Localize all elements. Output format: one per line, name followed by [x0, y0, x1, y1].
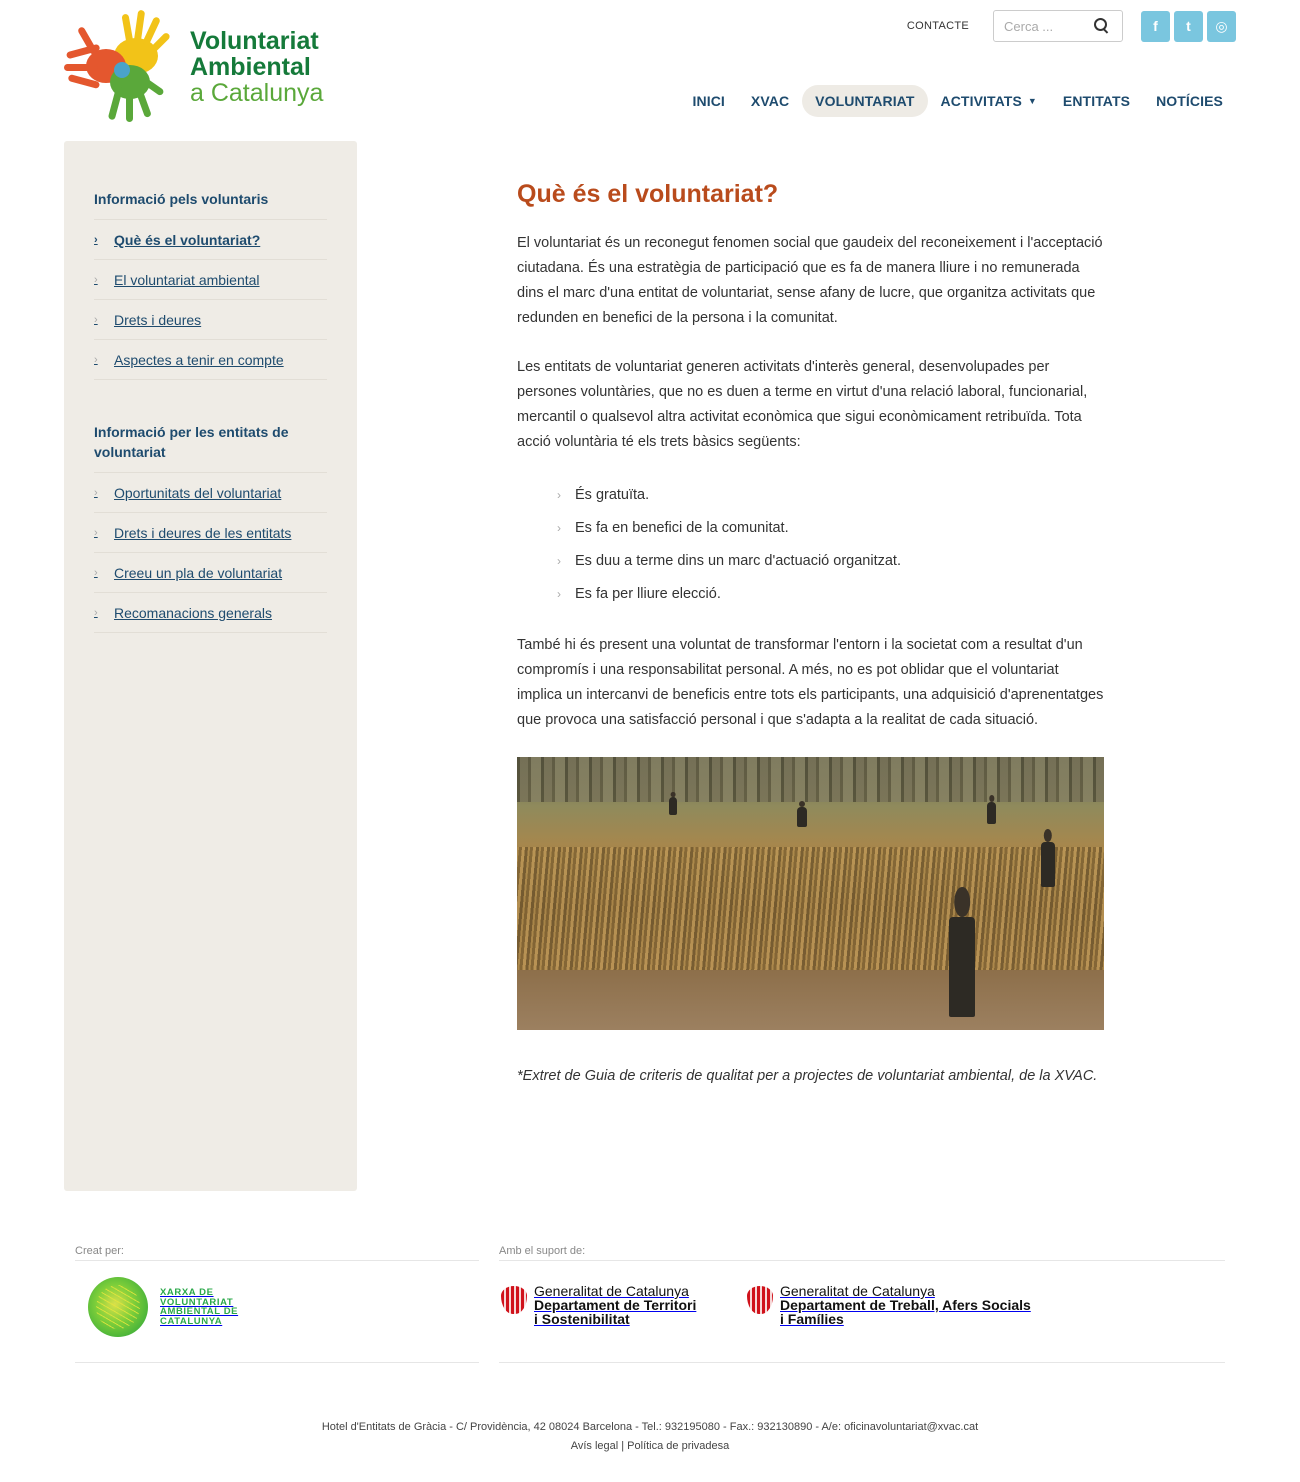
xarxa-line: CATALUNYA — [160, 1315, 223, 1327]
photo-person — [949, 917, 975, 1017]
list-item — [557, 545, 1107, 578]
nav-item-activitats[interactable] — [928, 85, 1050, 117]
legal-links[interactable]: Avís legal | Política de privadesa — [570, 1440, 730, 1452]
generalitat-flag-icon — [747, 1286, 773, 1314]
chevron-right-icon: › — [94, 606, 98, 619]
nav-item-inici[interactable] — [680, 85, 738, 117]
sidebar-item-label: El voluntariat ambiental — [114, 271, 260, 288]
divider — [75, 1260, 479, 1261]
traits-list — [557, 479, 1107, 611]
paragraph-3: També hi és present una voluntat de transformar l'entorn i la societat com a resultat d'un compromís i una responsabilitat personal. A més, no es pot oblidar que el voluntariat implica un intercanvi de beneficis entre tots els participants, una adquisició d'aprenentatges que provoca una satisfacció personal i que s'adapta a la realitat de cada situació. — [517, 637, 1104, 728]
list-item — [557, 578, 1107, 611]
list-item-text: Es duu a terme dins un marc d'actuació organitzat. — [575, 553, 901, 569]
sidebar-item-drets-entitats[interactable] — [94, 513, 327, 553]
nav-label: VOLUNTARIAT — [815, 93, 915, 109]
sidebar-item-pla-voluntariat[interactable] — [94, 553, 327, 593]
gen-line: i Sostenibilitat — [534, 1311, 630, 1327]
xarxa-logo[interactable] — [88, 1277, 238, 1337]
search-icon[interactable] — [1094, 18, 1110, 34]
xarxa-circle-icon — [88, 1277, 148, 1337]
nav-item-xvac[interactable] — [738, 85, 802, 117]
nav-item-voluntariat[interactable] — [802, 85, 927, 117]
search-input[interactable] — [1004, 19, 1094, 34]
sidebar-item-recomanacions[interactable] — [94, 593, 327, 633]
paragraph-1: El voluntariat és un reconegut fenomen social que gaudeix del reconeixement i l'acceptació ciutadana. És una estratègia de participació que es fa de manera lliure i no remunerada dins el marc d'una entitat de voluntariat, sense afany de lucre, que organitza activitats que redunden en benefici de la persona i la comunitat. — [517, 235, 1103, 326]
gen-line: Departament de Treball, Afers Socials — [780, 1297, 1031, 1313]
site-logo[interactable] — [64, 8, 344, 124]
twitter-icon[interactable]: t — [1174, 11, 1203, 42]
generalitat-territori-logo[interactable] — [501, 1284, 696, 1326]
footer-address — [0, 1418, 1300, 1456]
facebook-icon[interactable]: f — [1141, 11, 1170, 42]
chevron-right-icon: › — [94, 486, 98, 499]
sidebar-item-label: Recomanacions generals — [114, 604, 272, 621]
chevron-right-icon: › — [557, 587, 561, 601]
divider — [75, 1362, 479, 1363]
sidebar-item-oportunitats[interactable] — [94, 473, 327, 513]
sidebar-heading-volunteers: Informació pels voluntaris — [94, 181, 327, 220]
hands-logo-icon — [64, 8, 184, 124]
sidebar-item-label: Oportunitats del voluntariat — [114, 484, 282, 501]
nav-label: XVAC — [750, 93, 790, 109]
photo-person — [797, 807, 807, 827]
created-by-label: Creat per: — [75, 1245, 124, 1257]
sidebar-item-label: Drets i deures de les entitats — [114, 524, 292, 541]
nav-label: NOTÍCIES — [1156, 93, 1223, 109]
photo-treeline — [517, 757, 1104, 802]
photo-person — [669, 797, 677, 815]
nav-item-noticies[interactable] — [1143, 85, 1236, 117]
xarxa-line: AMBIENTAL DE — [160, 1306, 239, 1317]
volunteers-field-photo — [517, 757, 1104, 1030]
contact-link[interactable]: CONTACTE — [906, 20, 969, 32]
sidebar-item-label: Aspectes a tenir en compte — [114, 351, 284, 368]
chevron-right-icon: › — [94, 273, 98, 286]
list-item-text: És gratuïta. — [575, 487, 650, 503]
gen-line: Generalitat de Catalunya — [780, 1283, 935, 1299]
sidebar-item-drets-deures[interactable] — [94, 300, 327, 340]
chevron-right-icon: › — [94, 566, 98, 579]
search-box[interactable] — [993, 10, 1123, 42]
chevron-right-icon: › — [94, 526, 98, 539]
photo-grass — [517, 847, 1104, 977]
chevron-right-icon: › — [94, 313, 98, 326]
support-by-label: Amb el suport de: — [499, 1245, 586, 1257]
xarxa-line: XARXA DE — [160, 1287, 214, 1298]
logo-line-1: Voluntariat — [190, 27, 319, 55]
generalitat-treball-logo[interactable] — [747, 1284, 1031, 1326]
page-title: Què és el voluntariat? — [517, 180, 779, 208]
sidebar — [64, 141, 357, 1191]
chevron-right-icon: › — [557, 521, 561, 535]
photo-person — [1041, 842, 1055, 887]
sidebar-item-label: Drets i deures — [114, 311, 202, 328]
paragraph-2: Les entitats de voluntariat generen activitats d'interès general, desenvolupades per persones voluntàries, que no es duen a terme en virtut d'una relació laboral, funcionarial, mercantil o qualsevol altra activitat econòmica que sigui econòmicament retribuïda. Tota acció voluntària té els trets bàsics següents: — [517, 359, 1088, 450]
list-item — [557, 512, 1107, 545]
source-note: *Extret de Guia de criteris de qualitat per a projectes de voluntariat ambiental, de la XVAC. — [517, 1068, 1098, 1084]
nav-label: ACTIVITATS — [940, 93, 1022, 109]
main-content — [517, 180, 1107, 1113]
logo-line-3: a Catalunya — [190, 79, 324, 107]
photo-person — [987, 802, 996, 824]
chevron-right-icon: › — [94, 233, 98, 246]
utility-bar — [907, 10, 1236, 42]
divider — [499, 1362, 1225, 1363]
divider — [499, 1260, 1225, 1261]
chevron-right-icon: › — [557, 488, 561, 502]
logo-line-2: Ambiental — [190, 53, 311, 81]
xarxa-line: VOLUNTARIAT — [160, 1296, 234, 1308]
sidebar-item-aspectes[interactable] — [94, 340, 327, 380]
gen-line: i Famílies — [780, 1311, 844, 1327]
sidebar-item-label: Creeu un pla de voluntariat — [114, 564, 283, 581]
instagram-icon[interactable]: ◎ — [1207, 11, 1236, 42]
gen-line: Generalitat de Catalunya — [534, 1283, 689, 1299]
main-nav — [680, 85, 1237, 117]
sidebar-item-que-es[interactable] — [94, 220, 327, 260]
list-item-text: Es fa en benefici de la comunitat. — [575, 520, 789, 536]
generalitat-flag-icon — [501, 1286, 527, 1314]
list-item-text: Es fa per lliure elecció. — [575, 586, 721, 602]
nav-item-entitats[interactable] — [1050, 85, 1143, 117]
sidebar-item-label: Què és el voluntariat? — [114, 231, 261, 248]
chevron-right-icon: › — [557, 554, 561, 568]
chevron-down-icon: ▼ — [1027, 96, 1037, 106]
social-links — [1141, 11, 1236, 42]
sidebar-heading-entities: Informació per les entitats de voluntariat — [94, 414, 327, 473]
chevron-right-icon: › — [94, 353, 98, 366]
photo-ground — [517, 970, 1104, 1030]
gen-line: Departament de Territori — [534, 1297, 697, 1313]
nav-label: INICI — [692, 93, 725, 109]
address-line: Hotel d'Entitats de Gràcia - C/ Providència, 42 08024 Barcelona - Tel.: 932195080 - Fax.: 932130890 - A/e: oficinavoluntariat@xvac.cat — [321, 1421, 979, 1433]
nav-label: ENTITATS — [1062, 93, 1131, 109]
sidebar-item-voluntariat-ambiental[interactable] — [94, 260, 327, 300]
list-item — [557, 479, 1107, 512]
